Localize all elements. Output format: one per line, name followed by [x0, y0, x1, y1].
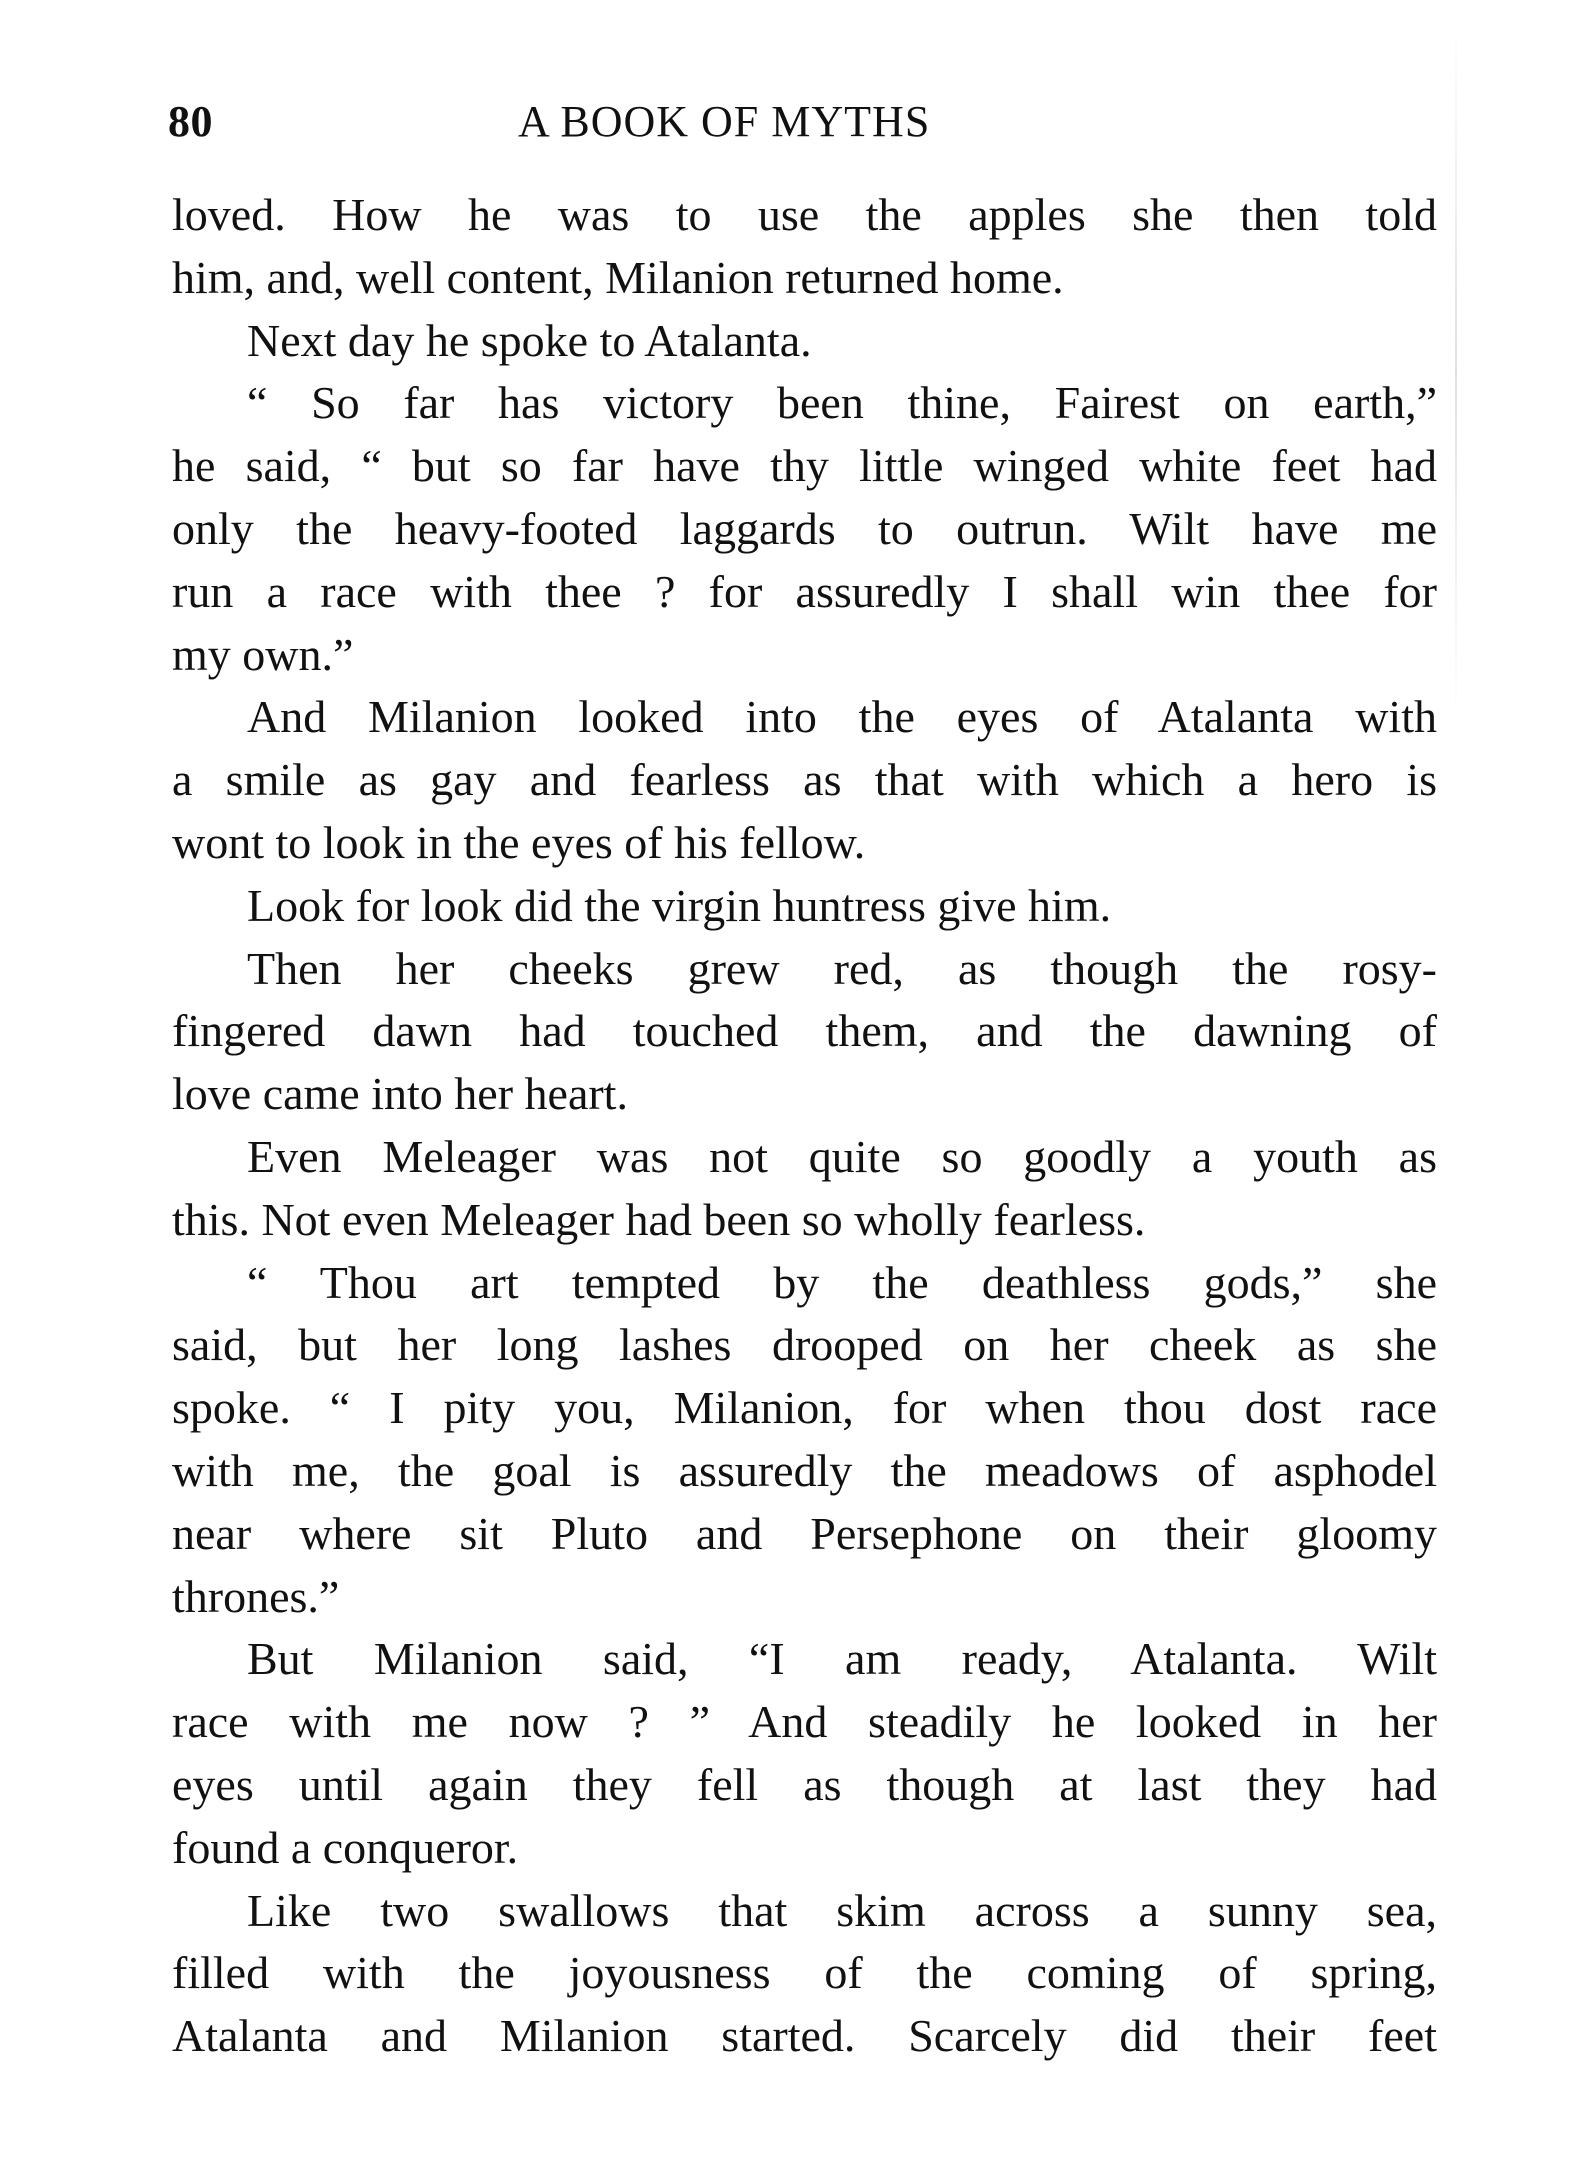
body-text	[172, 184, 1437, 2068]
text-line: But Milanion said, “I am ready, Atalanta. Wilt	[247, 1633, 1437, 1685]
text-line: race with me now ? ” And steadily he looked in her	[172, 1696, 1437, 1748]
text-line: love came into her heart.	[172, 1068, 628, 1120]
text-line: said, but her long lashes drooped on her cheek as she	[172, 1319, 1437, 1371]
text-line: he said, “ but so far have thy little winged white feet had	[172, 440, 1437, 492]
text-line: him, and, well content, Milanion returned home.	[172, 251, 1064, 303]
text-line: run a race with thee ? for assuredly I shall win thee for	[172, 565, 1437, 617]
text-line: eyes until again they fell as though at last they had	[172, 1758, 1437, 1810]
scan-edge-shadow	[1455, 20, 1457, 720]
text-line: Look for look did the virgin huntress give him.	[247, 879, 1112, 931]
text-line: found a conqueror.	[172, 1821, 519, 1873]
text-line: near where sit Pluto and Persephone on their gloomy	[172, 1507, 1437, 1559]
text-line: Atalanta and Milanion started. Scarcely did their feet	[172, 2010, 1437, 2062]
text-line: “ Thou art tempted by the deathless gods,” she	[247, 1256, 1437, 1308]
text-line: wont to look in the eyes of his fellow.	[172, 816, 866, 868]
text-line: only the heavy-footed laggards to outrun. Wilt have me	[172, 502, 1437, 554]
text-line: Like two swallows that skim across a sunny sea,	[247, 1884, 1437, 1936]
text-line: Even Meleager was not quite so goodly a youth as	[247, 1130, 1437, 1182]
text-line: filled with the joyousness of the coming of spring,	[172, 1947, 1437, 1999]
text-line: spoke. “ I pity you, Milanion, for when thou dost race	[172, 1382, 1437, 1434]
text-line: with me, the goal is assuredly the meadows of asphodel	[172, 1444, 1437, 1496]
running-title: A BOOK OF MYTHS	[518, 97, 931, 146]
running-header	[168, 92, 1448, 152]
text-line: my own.”	[172, 628, 354, 680]
text-line: loved. How he was to use the apples she then told	[172, 189, 1437, 240]
text-line: a smile as gay and fearless as that with which a hero is	[172, 754, 1437, 806]
page-number: 80	[168, 97, 213, 146]
text-line: And Milanion looked into the eyes of Atalanta with	[247, 691, 1437, 743]
text-line: fingered dawn had touched them, and the dawning of	[172, 1005, 1437, 1057]
text-line: this. Not even Meleager had been so wholly fearless.	[172, 1193, 1146, 1245]
text-line: Then her cheeks grew red, as though the rosy-	[247, 942, 1437, 994]
text-line: thrones.”	[172, 1570, 340, 1622]
text-line: “ So far has victory been thine, Fairest on earth,”	[247, 377, 1437, 429]
text-line: Next day he spoke to Atalanta.	[247, 314, 812, 366]
